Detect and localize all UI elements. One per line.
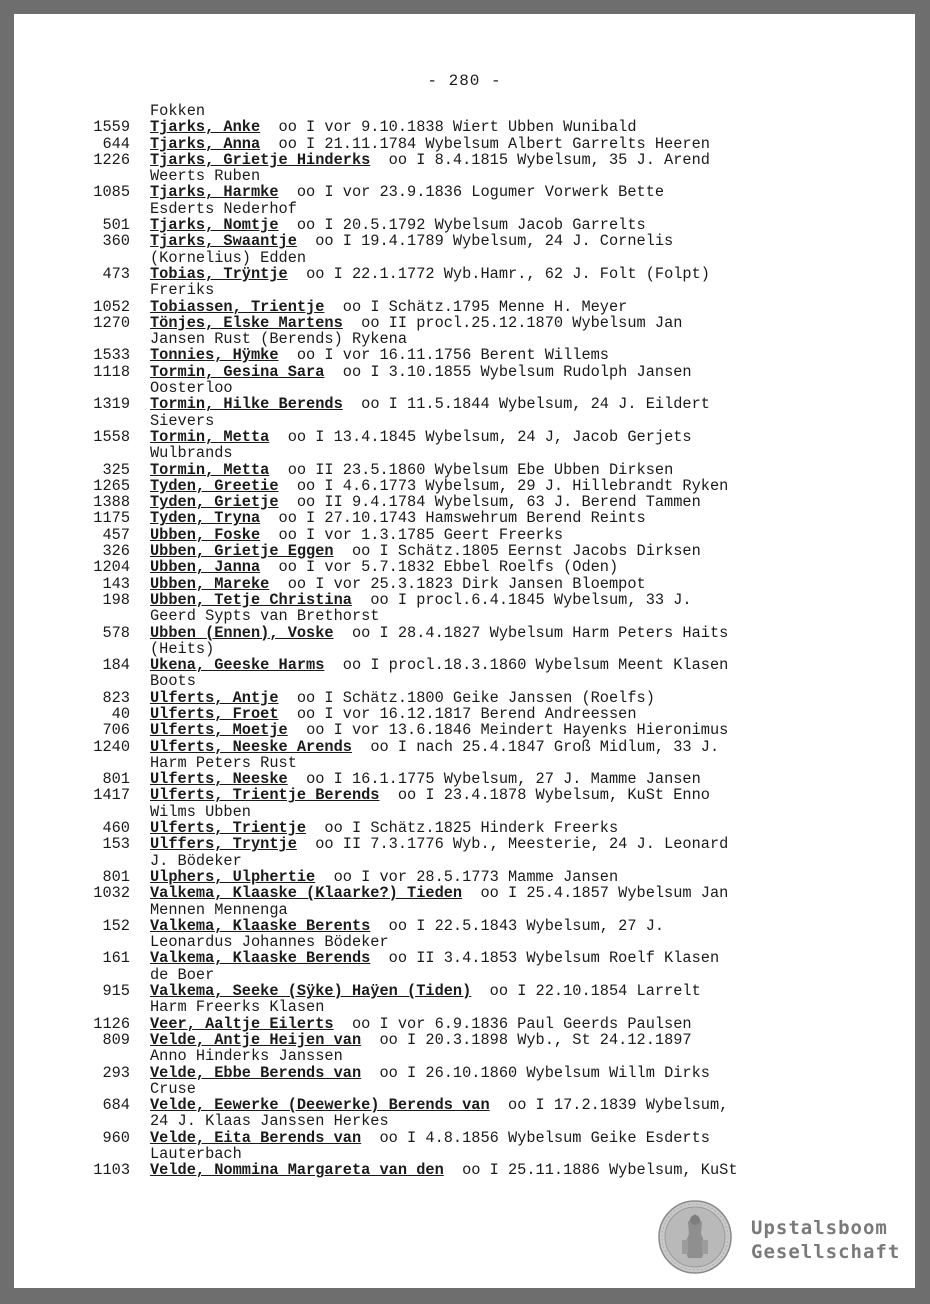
entry-name: Velde, Antje Heijen van — [150, 1030, 362, 1049]
entry-text: oo I 20.5.1792 Wybelsum Jacob Garrelts — [296, 216, 646, 235]
entry-number: 801 — [102, 867, 130, 886]
entry-text: oo I 28.4.1827 Wybelsum Harm Peters Haits — [351, 623, 729, 642]
entry-name: Ubben, Tetje Christina — [150, 590, 352, 609]
entry-text: oo I vor 13.6.1846 Meindert Hayenks Hieronimus — [306, 721, 729, 740]
entry-number: 161 — [102, 949, 130, 968]
entry-name: Ulferts, Moetje — [150, 721, 288, 740]
entry-line — [14, 396, 915, 412]
entry-text: oo I 21.11.1784 Wybelsum Albert Garrelts Heeren — [278, 134, 710, 153]
entry-number: 1103 — [93, 1161, 130, 1180]
entry-line — [14, 152, 915, 168]
entry-number: 326 — [102, 542, 130, 561]
page-number: - 280 - — [427, 72, 502, 90]
entry-text: oo I 4.6.1773 Wybelsum, 29 J. Hillebrandt Ryken — [296, 476, 729, 495]
entry-text: Anno Hinderks Janssen — [150, 1047, 343, 1066]
entry-name: Tormin, Metta — [150, 427, 270, 446]
entry-number: 915 — [102, 982, 130, 1001]
entry-line — [14, 347, 915, 363]
entry-name: Tjarks, Grietje Hinderks — [150, 150, 371, 169]
entry-text: oo I procl.18.3.1860 Wybelsum Meent Klasen — [342, 656, 729, 675]
entry-text: Fokken — [150, 102, 206, 120]
entry-name: Ubben (Ennen), Voske — [150, 623, 334, 642]
entry-name: Ulferts, Trientje Berends — [150, 786, 380, 805]
entry-name: Tormin, Metta — [150, 460, 270, 479]
entry-line — [14, 184, 915, 200]
entry-name: Tobias, Trÿntje — [150, 264, 288, 283]
entry-name: Valkema, Klaaske Berends — [150, 949, 371, 968]
entry-line — [14, 836, 915, 852]
entry-line — [14, 1016, 915, 1032]
entry-line — [14, 233, 915, 249]
entry-number: 460 — [102, 819, 130, 838]
entry-line — [14, 1130, 915, 1146]
entry-number: 198 — [102, 590, 130, 609]
entry-line — [14, 885, 915, 901]
entry-name: Tjarks, Swaantje — [150, 232, 297, 251]
entry-number: 360 — [102, 232, 130, 251]
entry-line — [14, 608, 915, 624]
entry-line — [14, 331, 915, 347]
entry-name: Tyden, Tryna — [150, 509, 261, 528]
entry-number: 1032 — [93, 884, 130, 903]
entry-line — [14, 168, 915, 184]
entry-line — [14, 1032, 915, 1048]
entry-text: Freriks — [150, 281, 215, 300]
entry-line — [14, 983, 915, 999]
entry-number: 1085 — [93, 183, 130, 202]
entry-line — [14, 299, 915, 315]
entry-number: 143 — [102, 574, 130, 593]
entry-number: 1118 — [93, 362, 130, 381]
entry-text: oo I vor 16.11.1756 Berent Willems — [296, 346, 609, 365]
entry-name: Tonnies, Hÿmke — [150, 346, 279, 365]
entry-text: oo I 25.4.1857 Wybelsum Jan — [480, 884, 729, 903]
entry-name: Ubben, Janna — [150, 558, 261, 577]
entry-line — [14, 1081, 915, 1097]
entry-text: oo II 9.4.1784 Wybelsum, 63 J. Berend Tammen — [296, 493, 701, 512]
entry-number: 1417 — [93, 786, 130, 805]
entry-number: 578 — [102, 623, 130, 642]
entry-line — [14, 413, 915, 429]
entry-line — [14, 820, 915, 836]
entry-name: Tjarks, Harmke — [150, 183, 279, 202]
entry-line — [14, 934, 915, 950]
entry-line — [14, 1065, 915, 1081]
brand-line-2: Gesellschaft — [751, 1241, 901, 1263]
entry-line — [14, 119, 915, 135]
entry-line — [14, 429, 915, 445]
entry-number: 801 — [102, 770, 130, 789]
entry-text: oo I 17.2.1839 Wybelsum, — [508, 1096, 729, 1115]
entry-line — [14, 771, 915, 787]
entry-line — [14, 690, 915, 706]
entry-text: Jansen Rust (Berends) Rykena — [150, 330, 408, 349]
entry-line — [14, 250, 915, 266]
entry-name: Tyden, Greetie — [150, 476, 279, 495]
brand-line-1: Upstalsboom — [751, 1217, 888, 1239]
entry-number: 684 — [102, 1096, 130, 1115]
entry-line — [14, 625, 915, 641]
entry-line — [14, 755, 915, 771]
entry-list — [14, 103, 915, 1179]
entry-line — [14, 804, 915, 820]
entry-name: Ulferts, Trientje — [150, 819, 307, 838]
entry-line — [14, 543, 915, 559]
entry-line — [14, 1146, 915, 1162]
entry-text: oo I 25.11.1886 Wybelsum, KuSt — [462, 1161, 738, 1180]
entry-name: Tönjes, Elske Martens — [150, 313, 343, 332]
entry-number: 1558 — [93, 427, 130, 446]
entry-line — [14, 673, 915, 689]
entry-text: oo I vor 5.7.1832 Ebbel Roelfs (Oden) — [278, 558, 619, 577]
entry-line — [14, 1097, 915, 1113]
entry-number: 1533 — [93, 346, 130, 365]
entry-name: Velde, Eewerke (Deewerke) Berends van — [150, 1096, 490, 1115]
entry-text: oo I vor 16.12.1817 Berend Andreessen — [296, 704, 637, 723]
entry-line — [14, 559, 915, 575]
entry-line — [14, 706, 915, 722]
entry-text: oo I 27.10.1743 Hamswehrum Berend Reints — [278, 509, 646, 528]
entry-line — [14, 266, 915, 282]
entry-line — [14, 902, 915, 918]
entry-line — [14, 201, 915, 217]
document-page — [14, 14, 915, 1288]
entry-text: oo I vor 23.9.1836 Logumer Vorwerk Bette — [296, 183, 665, 202]
entry-number: 184 — [102, 656, 130, 675]
entry-text: oo I vor 25.3.1823 Dirk Jansen Bloempot — [287, 574, 646, 593]
entry-line — [14, 657, 915, 673]
entry-line — [14, 364, 915, 380]
entry-text: oo I vor 1.3.1785 Geert Freerks — [278, 525, 564, 544]
entry-text: Sievers — [150, 411, 215, 430]
entry-text: oo I vor 9.10.1838 Wiert Ubben Wunibald — [278, 118, 637, 137]
entry-number: 809 — [102, 1030, 130, 1049]
entry-line — [14, 1048, 915, 1064]
entry-name: Veer, Aaltje Eilerts — [150, 1014, 334, 1033]
entry-number: 40 — [111, 704, 130, 723]
entry-number: 1265 — [93, 476, 130, 495]
entry-text: oo I Schätz.1805 Eernst Jacobs Dirksen — [351, 542, 701, 561]
entry-number: 1388 — [93, 493, 130, 512]
entry-text: J. Bödeker — [150, 851, 242, 870]
entry-name: Tjarks, Anke — [150, 118, 261, 137]
upstalsboom-seal-logo — [658, 1200, 732, 1274]
entry-line — [14, 217, 915, 233]
entry-line — [14, 967, 915, 983]
entry-name: Tormin, Hilke Berends — [150, 395, 343, 414]
entry-number: 1226 — [93, 150, 130, 169]
entry-name: Tyden, Grietje — [150, 493, 279, 512]
entry-line — [14, 462, 915, 478]
entry-text: oo I Schätz.1825 Hinderk Freerks — [324, 819, 619, 838]
entry-line — [14, 510, 915, 526]
entry-text: oo I 13.4.1845 Wybelsum, 24 J, Jacob Gerjets — [287, 427, 692, 446]
entry-number: 457 — [102, 525, 130, 544]
entry-number: 1319 — [93, 395, 130, 414]
entry-name: Ukena, Geeske Harms — [150, 656, 325, 675]
entry-number: 823 — [102, 688, 130, 707]
entry-number: 960 — [102, 1128, 130, 1147]
entry-text: Boots — [150, 672, 196, 691]
entry-text: oo I vor 28.5.1773 Mamme Jansen — [333, 867, 619, 886]
entry-line — [14, 641, 915, 657]
entry-text: oo I 22.10.1854 Larrelt — [489, 982, 701, 1001]
entry-text: oo I 23.4.1878 Wybelsum, KuSt Enno — [397, 786, 710, 805]
entry-line — [14, 282, 915, 298]
entry-name: Velde, Eita Berends van — [150, 1128, 362, 1147]
entry-text: oo I Schätz.1800 Geike Janssen (Roelfs) — [296, 688, 655, 707]
entry-text: de Boer — [150, 965, 215, 984]
entry-name: Velde, Nommina Margareta van den — [150, 1161, 444, 1180]
entry-name: Ubben, Grietje Eggen — [150, 542, 334, 561]
entry-number: 1126 — [93, 1014, 130, 1033]
entry-line — [14, 445, 915, 461]
entry-text: Wulbrands — [150, 444, 233, 463]
entry-name: Ubben, Mareke — [150, 574, 270, 593]
entry-name: Valkema, Klaaske Berents — [150, 916, 371, 935]
entry-number: 706 — [102, 721, 130, 740]
entry-number: 1204 — [93, 558, 130, 577]
entry-line — [14, 1162, 915, 1178]
entry-text: Esderts Nederhof — [150, 199, 297, 218]
entry-number: 473 — [102, 264, 130, 283]
entry-name: Ulferts, Neeske Arends — [150, 737, 352, 756]
entry-name: Valkema, Klaaske (Klaarke?) Tieden — [150, 884, 463, 903]
entry-text: oo I nach 25.4.1847 Groß Midlum, 33 J. — [370, 737, 720, 756]
entry-number: 501 — [102, 216, 130, 235]
entry-number: 1052 — [93, 297, 130, 316]
entry-text: oo I 8.4.1815 Wybelsum, 35 J. Arend — [388, 150, 710, 169]
entry-name: Tjarks, Anna — [150, 134, 261, 153]
entry-text: oo I 19.4.1789 Wybelsum, 24 J. Cornelis — [315, 232, 674, 251]
entry-name: Ulferts, Antje — [150, 688, 279, 707]
entry-text: Weerts Ruben — [150, 167, 261, 186]
entry-line — [14, 722, 915, 738]
entry-line — [14, 787, 915, 803]
entry-name: Ulferts, Neeske — [150, 770, 288, 789]
entry-text: oo II 7.3.1776 Wyb., Meesterie, 24 J. Leonard — [315, 835, 729, 854]
entry-text: 24 J. Klaas Janssen Herkes — [150, 1112, 389, 1131]
entry-text: Geerd Sypts van Brethorst — [150, 607, 380, 626]
entry-name: Velde, Ebbe Berends van — [150, 1063, 362, 1082]
entry-text: oo I Schätz.1795 Menne H. Meyer — [342, 297, 628, 316]
entry-line — [14, 494, 915, 510]
entry-text: Leonardus Johannes Bödeker — [150, 933, 389, 952]
entry-line — [14, 950, 915, 966]
entry-line — [14, 103, 915, 119]
entry-text: Harm Freerks Klasen — [150, 998, 325, 1017]
entry-name: Tobiassen, Trientje — [150, 297, 325, 316]
brand-name — [751, 1216, 900, 1264]
entry-text: Cruse — [150, 1079, 196, 1098]
entry-line — [14, 918, 915, 934]
entry-number: 293 — [102, 1063, 130, 1082]
entry-text: Oosterloo — [150, 379, 233, 398]
entry-number: 644 — [102, 134, 130, 153]
entry-text: oo I 16.1.1775 Wybelsum, 27 J. Mamme Jansen — [306, 770, 701, 789]
entry-name: Ulphers, Ulphertie — [150, 867, 316, 886]
entry-text: (Heits) — [150, 639, 215, 658]
entry-text: oo I 11.5.1844 Wybelsum, 24 J. Eildert — [361, 395, 710, 414]
entry-name: Tjarks, Nomtje — [150, 216, 279, 235]
entry-text: oo I 3.10.1855 Wybelsum Rudolph Jansen — [342, 362, 692, 381]
entry-text: Lauterbach — [150, 1145, 242, 1163]
entry-line — [14, 592, 915, 608]
entry-number: 1559 — [93, 118, 130, 137]
entry-text: Harm Peters Rust — [150, 753, 297, 772]
entry-line — [14, 853, 915, 869]
entry-line — [14, 576, 915, 592]
entry-name: Ulffers, Tryntje — [150, 835, 297, 854]
entry-text: oo I 4.8.1856 Wybelsum Geike Esderts — [379, 1128, 710, 1147]
entry-text: (Kornelius) Edden — [150, 248, 307, 267]
entry-text: oo I 22.1.1772 Wyb.Hamr., 62 J. Folt (Folpt) — [306, 264, 710, 283]
entry-text: Wilms Ubben — [150, 802, 251, 821]
entry-text: oo II 23.5.1860 Wybelsum Ebe Ubben Dirksen — [287, 460, 674, 479]
entry-line — [14, 136, 915, 152]
entry-name: Tormin, Gesina Sara — [150, 362, 325, 381]
entry-line — [14, 869, 915, 885]
entry-name: Ulferts, Froet — [150, 704, 279, 723]
entry-line — [14, 478, 915, 494]
entry-text: oo I vor 6.9.1836 Paul Geerds Paulsen — [351, 1014, 692, 1033]
entry-number: 1240 — [93, 737, 130, 756]
entry-number: 153 — [102, 835, 130, 854]
entry-text: oo I 26.10.1860 Wybelsum Willm Dirks — [379, 1063, 710, 1082]
entry-text: oo II procl.25.12.1870 Wybelsum Jan — [361, 313, 683, 332]
entry-line — [14, 527, 915, 543]
entry-text: Mennen Mennenga — [150, 900, 288, 919]
entry-line — [14, 739, 915, 755]
entry-number: 1270 — [93, 313, 130, 332]
entry-line — [14, 1113, 915, 1129]
entry-text: oo I 22.5.1843 Wybelsum, 27 J. — [388, 916, 665, 935]
entry-text: oo II 3.4.1853 Wybelsum Roelf Klasen — [388, 949, 720, 968]
entry-name: Ubben, Foske — [150, 525, 261, 544]
entry-text: oo I procl.6.4.1845 Wybelsum, 33 J. — [370, 590, 692, 609]
entry-line — [14, 315, 915, 331]
entry-number: 325 — [102, 460, 130, 479]
entry-text: oo I 20.3.1898 Wyb., St 24.12.1897 — [379, 1030, 692, 1049]
entry-number: 152 — [102, 916, 130, 935]
entry-name: Valkema, Seeke (Sÿke) Haÿen (Tiden) — [150, 982, 472, 1001]
entry-line — [14, 999, 915, 1015]
entry-number: 1175 — [93, 509, 130, 528]
entry-line — [14, 380, 915, 396]
